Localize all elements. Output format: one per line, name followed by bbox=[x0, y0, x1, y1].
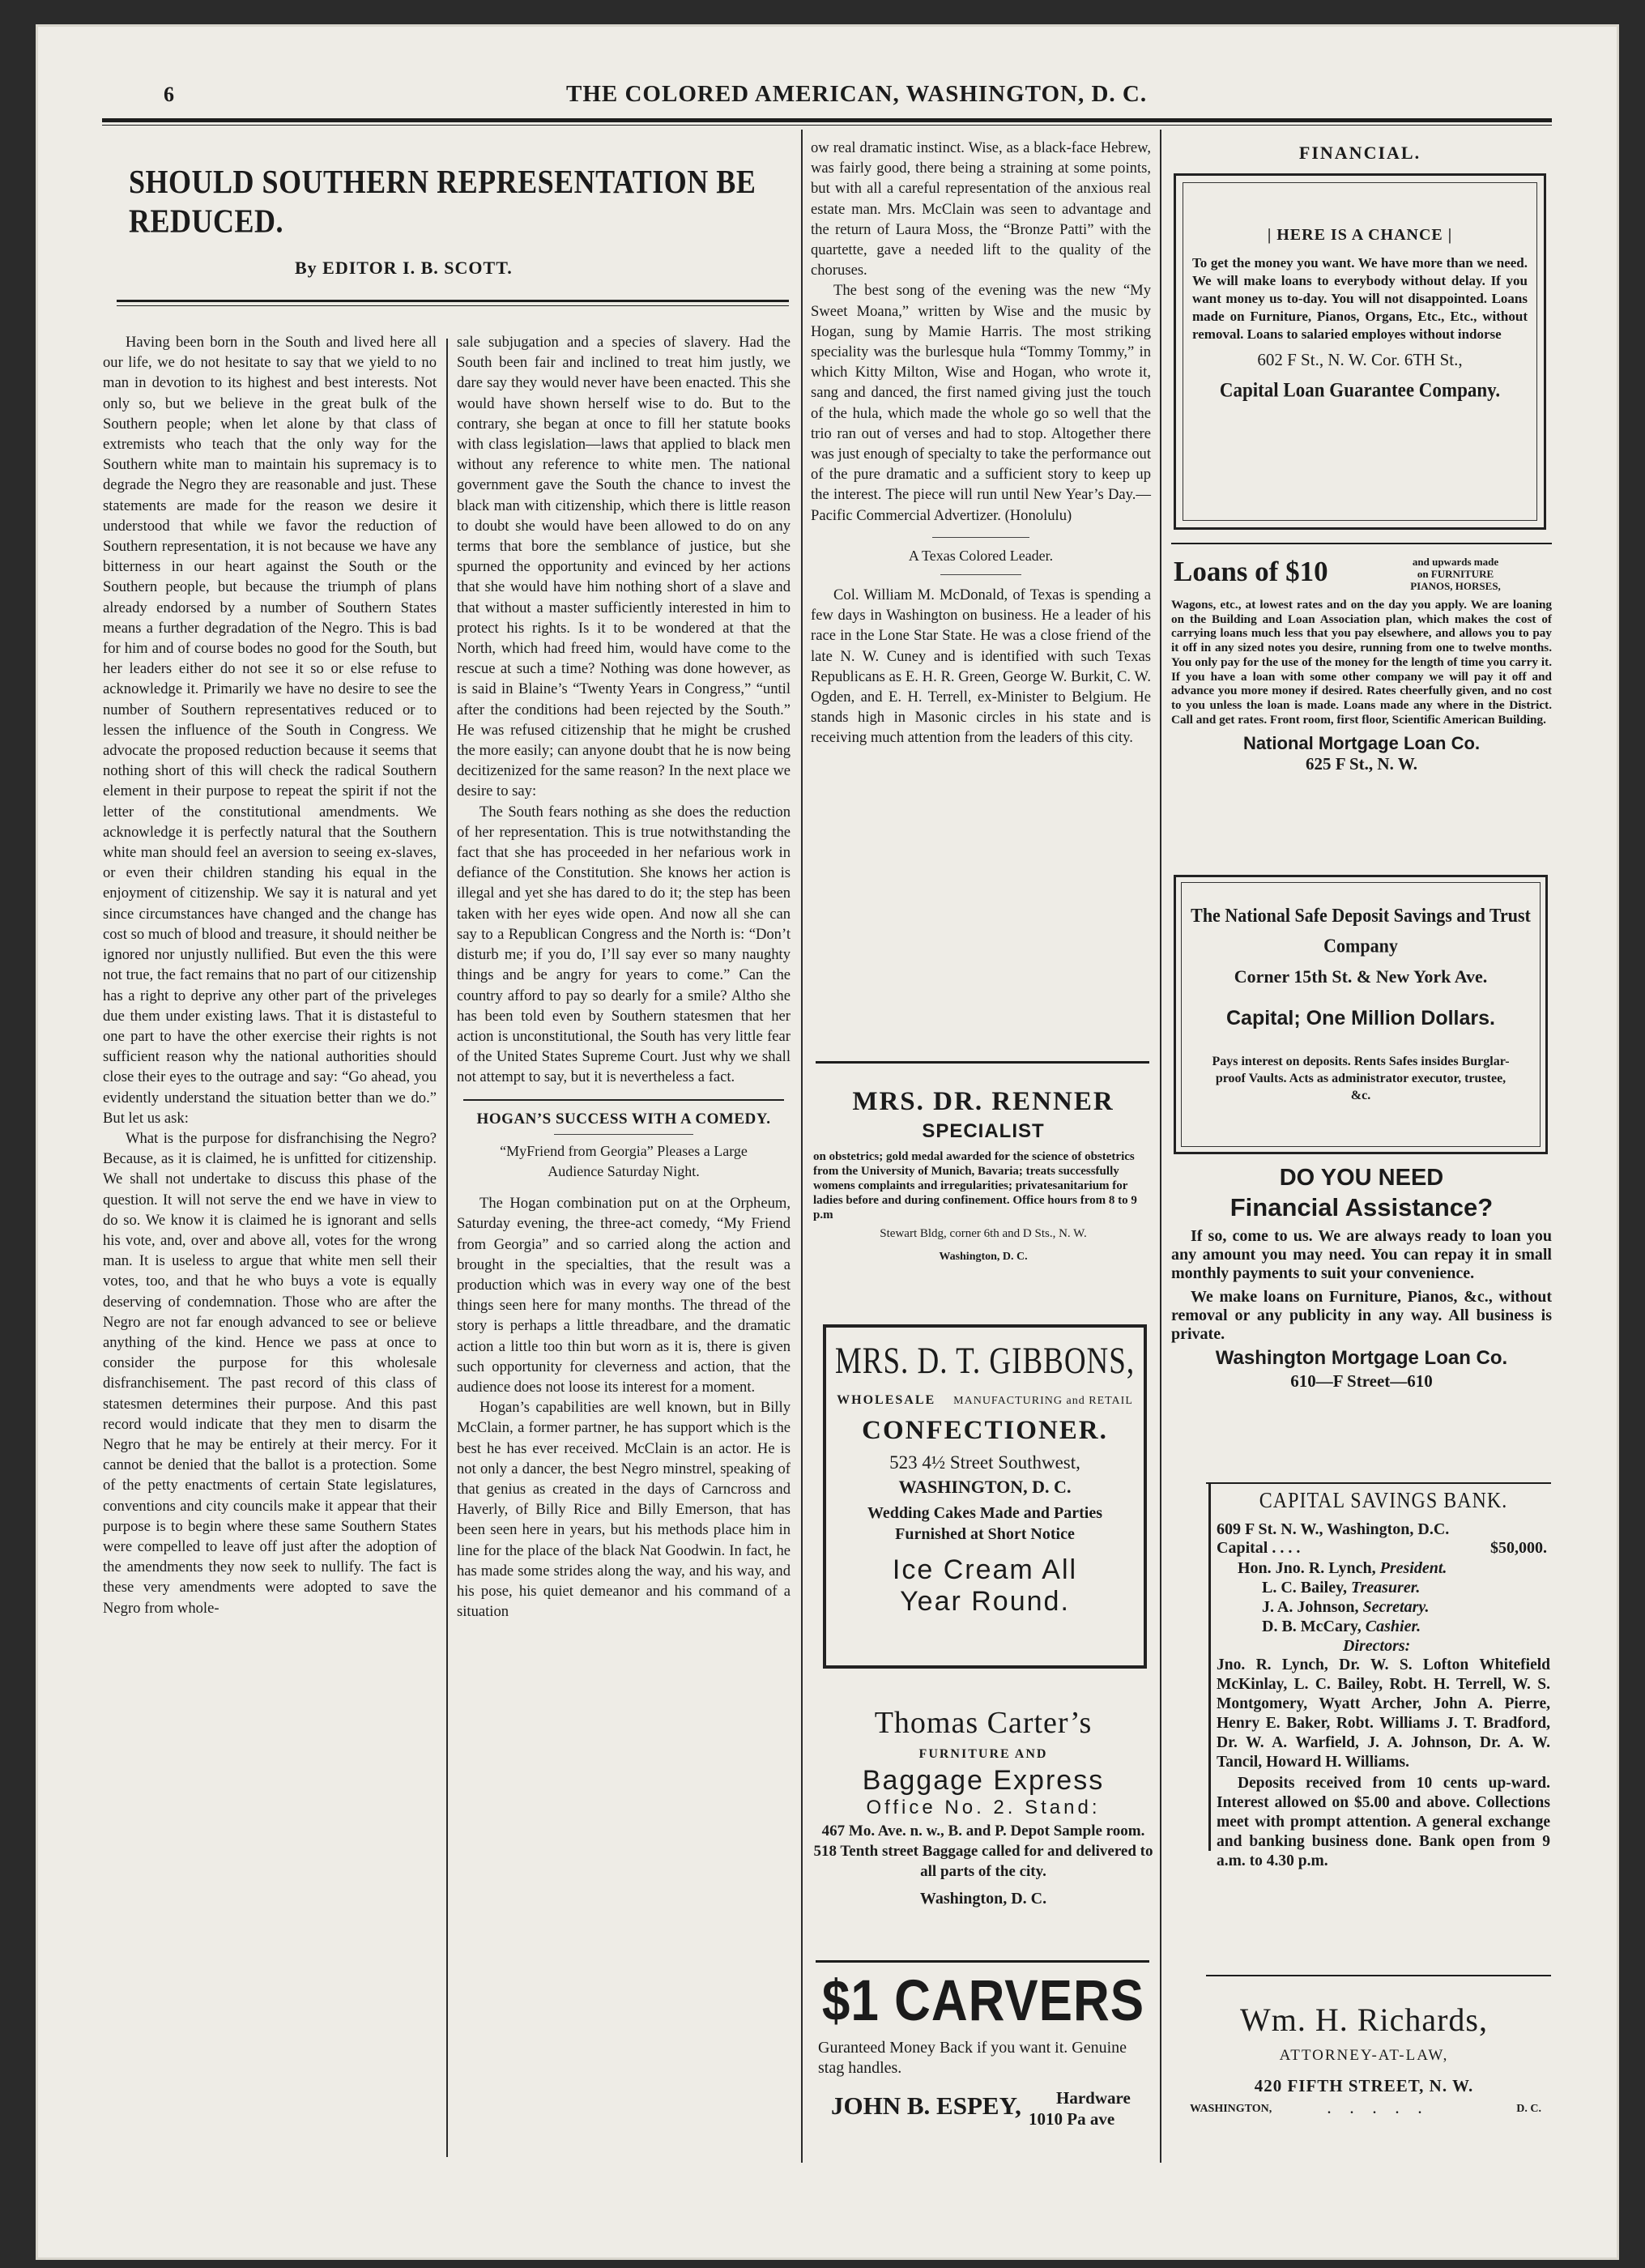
officer-role: Cashier. bbox=[1365, 1618, 1421, 1635]
lead-paragraph: Having been born in the South and lived here all our life, we do not hesitate to say that we yield to no man in devotion to its highest and best interests. Not only so, but we believe in the great bulk of the Southern people; when let alone by that class of extremists who teach that the only way for the Southern white man to maintain his supremacy is to degrade the Negro they are reasonable and just. These statements are made for the reason we desire it understood that while we favor the reduction of Southern representation, it is not because we have any bitterness in our heart against the South or the Southern people, but because the triumph of plans already endorsed by a number of Southern States means a further degradation of the Negro. This is bad for him and of course bodes no good for the South, but her leaders either do not see it so or else refuse to acknowledge it. Primarily we have no desire to see the number of Southern representatives reduced or to lessen the influence of the South in Congress. We advocate the proposed reduction because it seems that nothing short of this will check the radical Southern element in their purpose to repeat the spirit if not the letter of the constitutional amendments. We acknowledge it is perfectly natural that the Southern white man should feel an aversion to seeing ex-slaves, or even their children standing his equal in the enjoyment of citizenship. We say it is natural and yet since circumstances have changed and the change has cost so much of blood and treasure, it should neither be ignored nor unjustly nullified. But even the this were not true, the fact remains that no part of our citizenship has a right to deprive any other part of the priveleges due them under existing laws. That it is distasteful to one part to have the other exercise their rights is not sufficient reason why the national authorities should close their eyes to the outrage and say: “Go ahead, you evidently understand the situation better than we do.” But let us ask: bbox=[103, 334, 437, 1127]
lead-paragraph: The South fears nothing as she does the reduction of her representation. This is true notwithstanding the fact that she has proceeded in her nefarious work in defiance of the Constitution. She knows her action is illegal and yet she has dared to do it; the step has been taken with her eyes wide open. And now all she can say to a Republican Congress and the North is: “Don’t disturb me; if you do, I’ll say ever so many naughty things and be angry for years to come.” Can the country afford to pay so dearly for a smile? Altho she has been told even by Southern statesmen that her action is unconstitutional, the South has very little fear of the United States Supreme Court. Just why we shall not attempt to say, but it is nevertheless a fact. bbox=[457, 803, 791, 1086]
carvers-headline: $1 CARVERS bbox=[821, 1968, 1145, 2034]
renner-title: SPECIALIST bbox=[922, 1120, 1045, 1142]
richards-title: ATTORNEY-AT-LAW, bbox=[1279, 2047, 1449, 2064]
capital-savings-name: CAPITAL SAVINGS BANK. bbox=[1259, 1488, 1508, 1513]
carter-body: 467 Mo. Ave. n. w., B. and P. Depot Sample room. 518 Tenth street Baggage called for and delivered to all parts of the city. bbox=[813, 1823, 1153, 1880]
carter-city: Washington, D. C. bbox=[919, 1890, 1047, 1908]
financial-heading: FINANCIAL. bbox=[1298, 143, 1421, 163]
gibbons-manufacturing: MANUFACTURING and RETAIL bbox=[953, 1395, 1133, 1407]
column-rule bbox=[801, 130, 803, 2163]
washington-mortgage-address: 610—F Street—610 bbox=[1290, 1371, 1433, 1391]
washington-mortgage-headline-2: Financial Assistance? bbox=[1229, 1193, 1494, 1221]
national-mortgage-headline: Loans of $10 bbox=[1174, 556, 1328, 587]
masthead-rule-thin bbox=[102, 125, 1552, 126]
richards-city-left: WASHINGTON, bbox=[1190, 2103, 1272, 2115]
ad-safe-deposit bbox=[1174, 875, 1548, 1154]
renner-address: Stewart Bldg, corner 6th and D Sts., N. W. bbox=[880, 1227, 1087, 1240]
hogan-paragraph: Hogan’s capabilities are well known, but in Billy McClain, a former partner, he has support which is the best he has ever received. McClain is an actor. He is not only a dancer, the best Negro minstrel, speaking of that genius as created in the days of Carncross and Haverly, of Billy Rice and Billy Emerson, that has been seen here in years, but his methods place him in line for the place of the black Nat Goodwin. In fact, he has made some strides along the way, and his way, and his pose, his quiet demeanor and his command of a situation bbox=[457, 1399, 791, 1621]
headline-rule bbox=[117, 300, 789, 302]
gibbons-cakes: Wedding Cakes Made and Parties Furnished at Short Notice bbox=[867, 1504, 1103, 1543]
espey-trade: Hardware bbox=[1056, 2088, 1131, 2108]
officer-name: Hon. Jno. R. Lynch, bbox=[1238, 1559, 1376, 1577]
officer-role: Treasurer. bbox=[1351, 1579, 1421, 1597]
lead-paragraph: sale subjugation and a species of slavery. Had the South been fair and inclined to treat him justly, we dare say they would never have been enacted. This she would have shown herself wise to do. But to the contrary, she began at once to fill her statute books with class legislation—laws that applied to black men without any reference to white men. The national government gave the South the chance to invest the black man with citizenship, which there is little reason to doubt she would have been allowed to do on any terms that bore the semblance of justice, but she spurned the opportunity and evinced by her actions that she would have him nothing short of a slave and that without a master sufficiently interested in him to protect his rights. Is it to be wondered at that the North, which had freed him, would have come to the rescue at such a time? Nothing was done however, as is said in Blaine’s “Twenty Years in Congress,” “until after the conditions had been rejected by the South.” He was refused citizenship that he might be crushed the more easily; can anyone doubt that he is now being decitizenized for the same reason? In the next place we desire to say: bbox=[457, 334, 791, 800]
ad-gibbons bbox=[823, 1324, 1147, 1669]
safe-deposit-name: The National Safe Deposit Savings and Trust Company bbox=[1191, 904, 1531, 957]
capital-savings-body: Deposits received from 10 cents up-ward. Interest allowed on $5.00 and above. Collections meet with prompt attention. A general exchange and banking business done. Bank open from 9 a.m. to 4.30 p.m. bbox=[1217, 1775, 1550, 1869]
espey-name: JOHN B. ESPEY, bbox=[831, 2091, 1021, 2120]
lead-byline: By EDITOR I. B. SCOTT. bbox=[295, 258, 513, 278]
national-mortgage-tag-3: PIANOS, HORSES, bbox=[1410, 580, 1501, 592]
richards-address: 420 FIFTH STREET, N. W. bbox=[1254, 2076, 1474, 2095]
national-mortgage-body: Wagons, etc., at lowest rates and on the day you apply. We are loaning on the Building and Loan Association plan, which makes the cost of carrying loans much less that you pay elsewhere, and allows you to pay it off in any sized notes you desire, running from one to twelve months. You only pay for the use of the money for the length of time you carry it. If you have a loan with some other company we will pay it off and advance you more money if desired. Rates cheerfully given, and no cost to you unless the loan is made. Loans made any where in the District. Call and get rates. Front room, first floor, Scientific American Building. bbox=[1171, 598, 1552, 727]
lead-headline: SHOULD SOUTHERN REPRESENTATION BE REDUCED. bbox=[129, 163, 756, 240]
capital-savings-capital-value: $50,000. bbox=[1490, 1539, 1547, 1557]
national-mortgage-address: 625 F St., N. W. bbox=[1305, 754, 1418, 774]
ad-carter bbox=[813, 1705, 1153, 1908]
carter-office: Office No. 2. Stand: bbox=[866, 1797, 1101, 1818]
gibbons-city: WASHINGTON, D. C. bbox=[898, 1477, 1072, 1497]
texas-paragraph: Col. William M. McDonald, of Texas is spending a few days in Washington on business. He a leader of his race in the Lone Star State. He was a close friend of the late N. W. Cuney and is identified with such Texas Republicans as E. H. R. Green, George W. Burkit, C. W. Ogden, and E. H. Terrell, ex-Minister to Belgium. He stands high in Masonic circles in his state and is receiving much attention from the leaders of this city. bbox=[811, 586, 1151, 747]
ad-washington-mortgage bbox=[1171, 1165, 1552, 1392]
ad-renner bbox=[813, 1087, 1153, 1264]
officer-name: L. C. Bailey, bbox=[1262, 1579, 1348, 1597]
carvers-body: Guranteed Money Back if you want it. Genuine stag handles. bbox=[818, 2039, 1127, 2077]
officer-row bbox=[1238, 1617, 1550, 1636]
page-number: 6 bbox=[164, 83, 174, 106]
capital-loan-headline: | HERE IS A CHANCE | bbox=[1267, 226, 1453, 244]
officer-name: J. A. Johnson, bbox=[1262, 1598, 1359, 1616]
national-mortgage-tag-1: and upwards made bbox=[1412, 556, 1499, 568]
gibbons-ice-1: Ice Cream All bbox=[892, 1554, 1078, 1585]
ad-rule bbox=[816, 1061, 1149, 1064]
renner-city: Washington, D. C. bbox=[939, 1251, 1028, 1263]
ad-capital-loan bbox=[1174, 173, 1546, 530]
headline-rule-thin bbox=[117, 305, 789, 306]
capital-savings-content bbox=[1217, 1490, 1550, 1871]
carter-trade: Baggage Express bbox=[862, 1765, 1105, 1796]
safe-deposit-body: Pays interest on deposits. Rents Safes insides Burglar-proof Vaults. Acts as administrator executor, trustee, &c. bbox=[1212, 1055, 1510, 1102]
directors-label: Directors: bbox=[1343, 1637, 1411, 1655]
masthead-rule bbox=[102, 118, 1552, 122]
national-mortgage-name: National Mortgage Loan Co. bbox=[1242, 733, 1481, 754]
carter-sub: FURNITURE AND bbox=[918, 1747, 1048, 1761]
ad-national-mortgage bbox=[1171, 551, 1552, 774]
espey-address: 1010 Pa ave bbox=[1029, 2109, 1115, 2129]
gibbons-wholesale: WHOLESALE bbox=[837, 1393, 936, 1407]
officer-row bbox=[1238, 1578, 1550, 1597]
texas-headline: A Texas Colored Leader. bbox=[908, 547, 1054, 564]
safe-deposit-address: Corner 15th St. & New York Ave. bbox=[1234, 966, 1488, 987]
officer-name: D. B. McCary, bbox=[1262, 1618, 1362, 1635]
richards-name: Wm. H. Richards, bbox=[1240, 2002, 1488, 2038]
ad-rule bbox=[816, 1960, 1149, 1963]
safe-deposit-capital: Capital; One Million Dollars. bbox=[1226, 1007, 1495, 1030]
gibbons-address: 523 4½ Street Southwest, bbox=[889, 1452, 1080, 1473]
officer-role: Secretary. bbox=[1362, 1598, 1430, 1616]
ad-rule bbox=[1206, 1482, 1551, 1484]
renner-body: on obstetrics; gold medal awarded for the science of obstetrics from the University of Munich, Bavaria; treats successfully womens complaints and irregularities; privatesanitarium for ladies before and during confinement. Office hours from 8 to 9 p.m bbox=[813, 1150, 1137, 1221]
ad-rule bbox=[1171, 543, 1552, 544]
column-rule bbox=[446, 339, 448, 2157]
gibbons-ice-2: Year Round. bbox=[900, 1586, 1070, 1617]
column-rule bbox=[1160, 130, 1161, 2163]
hogan-paragraph: The Hogan combination put on at the Orpheum, Saturday evening, the three-act comedy, “My Friend from Georgia” and so carried along the action and brought in the specialties, that the result was a production which was in every way one of the best things seen here for many months. The thread of the story is perhaps a little threadbare, and the dramatic action a little too thin but worn as it is, there is given such opportunity for cleverness and action, that the audience does not loose its interest for a moment. bbox=[457, 1195, 791, 1396]
lead-article-column-1 bbox=[103, 332, 437, 1618]
officer-row bbox=[1238, 1597, 1550, 1617]
column-3 bbox=[811, 138, 1151, 748]
national-mortgage-tag-2: on FURNITURE bbox=[1417, 568, 1494, 580]
carter-name: Thomas Carter’s bbox=[874, 1706, 1093, 1740]
hogan-headline: HOGAN’S SUCCESS WITH A COMEDY. bbox=[476, 1110, 771, 1128]
lead-article-column-2 bbox=[457, 332, 791, 1622]
gibbons-trade: CONFECTIONER. bbox=[862, 1416, 1108, 1445]
capital-savings-capital-label: Capital . . . . bbox=[1217, 1539, 1301, 1557]
capital-loan-name: Capital Loan Guarantee Company. bbox=[1219, 378, 1501, 402]
officer-role: President. bbox=[1379, 1559, 1447, 1577]
richards-city-right: D. C. bbox=[1516, 2103, 1541, 2115]
hogan-subhead: “MyFriend from Georgia” Pleases a Large Audience Saturday Night. bbox=[500, 1142, 748, 1179]
washington-mortgage-body-1: If so, come to us. We are always ready to loan you any amount you may need. You can repay it in small monthly payments to suit your convenience. bbox=[1171, 1227, 1552, 1282]
ad-carvers bbox=[813, 1968, 1153, 2132]
richards-city-dots: . . . . . bbox=[1328, 2103, 1430, 2117]
capital-savings-directors: Jno. R. Lynch, Dr. W. S. Lofton Whitefield McKinlay, L. C. Bailey, Robt. H. Terrell, W. S. Montgomery, Wyatt Archer, John A. Pierre, Henry E. Baker, Robt. Williams J. T. Bradford, Dr. W. A. Warfield, J. A. Johnson, Dr. A. W. Tancil, Howard H. Williams. bbox=[1217, 1656, 1550, 1771]
ad-richards bbox=[1174, 2001, 1554, 2124]
washington-mortgage-name: Washington Mortgage Loan Co. bbox=[1215, 1347, 1508, 1369]
hogan-paragraph: ow real dramatic instinct. Wise, as a black-face Hebrew, was fairly good, there being a straining at some points, but with all a careful representation of the anxious real estate man. Mrs. McClain was seen to advantage and the return of Laura Moss, the “Bronze Patti” with the quartette, gave a needed lift to the quality of the choruses. bbox=[811, 139, 1151, 279]
washington-mortgage-headline-1: DO YOU NEED bbox=[1279, 1165, 1444, 1191]
capital-loan-address: 602 F St., N. W. Cor. 6TH St., bbox=[1257, 350, 1463, 369]
gibbons-name: MRS. D. T. GIBBONS, bbox=[834, 1340, 1136, 1383]
lead-paragraph: What is the purpose for disfranchising the Negro? Because, as it is claimed, he is unfitted for citizenship. We shall not undertake to discuss this phase of the question. It will not serve the end we have in view to do so. We know it is claimed he is ignorant and sells his vote, and, over and above all, votes for the wrong man. It is useless to argue that white men sell their votes, too, and that he who buys a vote is equally deserving of condemnation. Those who are after the Negro are not far enough advanced to see or believe anything of the kind. Hence we pass at once to consider the purpose for this wholesale disfranchisement. The past record of this class of statesmen determines their purpose. And this past record would indicate that they men to disarm the Negro that he may be entirely at their mercy. For it cannot be denied that the ballot is a protection. Some of the petty enactments of certain State legislatures, conventions and city councils make it appear that their purpose is to begin where these same Southern States were compelled to leave off just after the adoption of the amendments they now seek to nullify. The fact is these very amendments were adopted to save the Negro from whole- bbox=[103, 1129, 437, 1617]
hogan-paragraph: The best song of the evening was the new “My Sweet Moana,” written by Wise and the music by Hogan, sung by Mamie Harris. The most striking speciality was the burlesque hula “Tommy Tommy,” in which Kitty Milton, Wise and Hogan, who wrote it, sang and danced, the first named giving just the touch of the hula, which made the whole go so well that the trio ran out of verses and had to stop. Altogether there was just enough of specialty to take the performance out of the pure dramatic and a sufficient story to keep up the interest. The piece will run until New Year’s Day.—Pacific Commercial Advertizer. (Honolulu) bbox=[811, 282, 1151, 524]
renner-name: MRS. DR. RENNER bbox=[852, 1087, 1114, 1116]
ad-rule bbox=[1206, 1975, 1551, 1976]
masthead-title: THE COLORED AMERICAN, WASHINGTON, D. C. bbox=[566, 81, 1148, 107]
officer-row bbox=[1238, 1558, 1550, 1578]
newspaper-page bbox=[36, 24, 1619, 2260]
capital-savings-address: 609 F St. N. W., Washington, D.C. bbox=[1217, 1520, 1450, 1538]
capital-loan-body: To get the money you want. We have more than we need. We will make loans to everybody without delay. If you want money us to-day. You will not disappointed. Loans made on Furniture, Pianos, Organs, Etc., Etc., without removal. Loans to salaried employes without indorse bbox=[1192, 255, 1528, 342]
washington-mortgage-body-2: We make loans on Furniture, Pianos, &c., without removal or any publicity in any way. All business is private. bbox=[1171, 1288, 1552, 1343]
